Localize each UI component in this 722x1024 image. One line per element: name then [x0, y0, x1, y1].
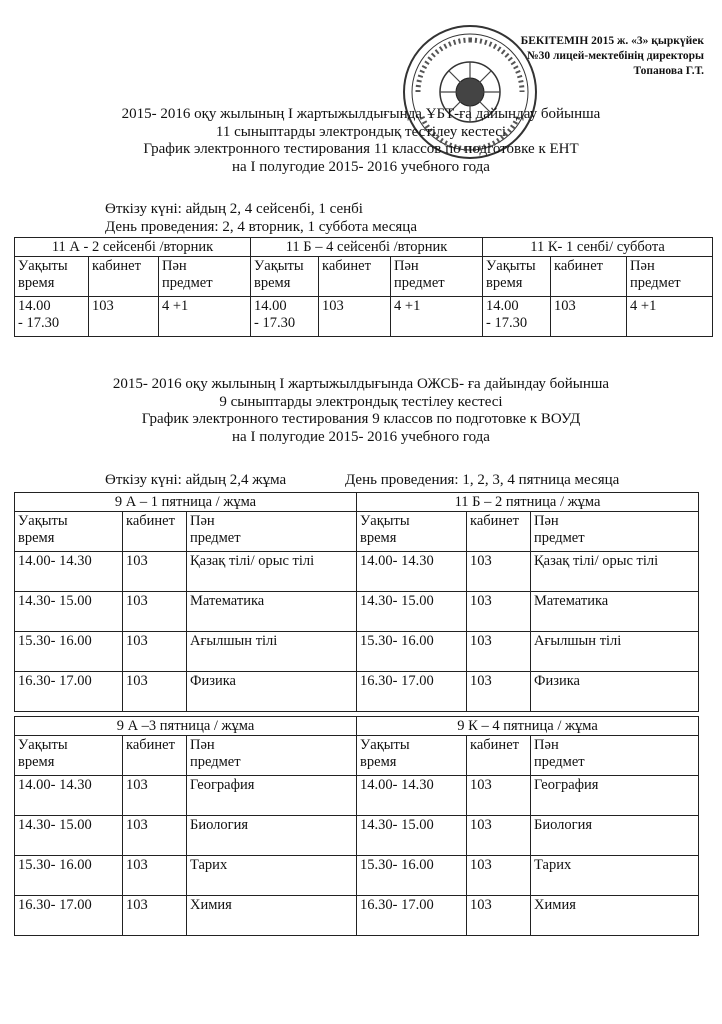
room-cell: 103: [123, 816, 187, 856]
time-cell: 16.30- 17.00: [357, 896, 467, 936]
table-row: [15, 856, 699, 896]
col-time-header: Уақыты время: [483, 257, 551, 297]
time-cell: 14.30- 15.00: [357, 592, 467, 632]
time-cell: 14.00 - 17.30: [251, 297, 319, 337]
section1-title-line: График электронного тестирования 11 классов по подготовке к ЕНТ: [143, 141, 579, 157]
section2-date-ru: День проведения: 1, 2, 3, 4 пятница месяца: [345, 472, 620, 488]
col-time-header: Уақыты время: [251, 257, 319, 297]
room-cell: 103: [551, 297, 627, 337]
col-time-header: Уақыты время: [357, 512, 467, 552]
col-room-header: кабинет: [319, 257, 391, 297]
room-cell: 103: [123, 672, 187, 712]
subject-cell: Биология: [187, 816, 357, 856]
subject-cell: 4 +1: [159, 297, 251, 337]
subject-cell: География: [531, 776, 699, 816]
time-cell: 14.00 - 17.30: [483, 297, 551, 337]
col-room-header: кабинет: [89, 257, 159, 297]
time-cell: 14.30- 15.00: [15, 592, 123, 632]
time-cell: 14.30- 15.00: [15, 816, 123, 856]
col-subject-header: Пән предмет: [627, 257, 713, 297]
group-header-11a: 11 А - 2 сейсенбі /вторник: [15, 238, 251, 257]
section1-date-ru: День проведения: 2, 4 вторник, 1 суббота месяца: [105, 219, 417, 235]
subject-cell: 4 +1: [391, 297, 483, 337]
room-cell: 103: [467, 856, 531, 896]
time-cell: 16.30- 17.00: [15, 896, 123, 936]
section1-title-line: 2015- 2016 оқу жылының І жартыжылдығында ҰБТ-ға дайындау бойынша: [121, 106, 601, 122]
section2-title-line: на І полугодие 2015- 2016 учебного года: [232, 428, 490, 445]
table-row: [15, 632, 699, 672]
time-cell: 14.00- 14.30: [357, 776, 467, 816]
time-cell: 15.30- 16.00: [15, 856, 123, 896]
col-subject-header: Пән предмет: [187, 512, 357, 552]
subject-cell: Тарих: [531, 856, 699, 896]
subject-cell: Физика: [187, 672, 357, 712]
col-time-header: Уақыты время: [15, 257, 89, 297]
col-subject-header: Пән предмет: [187, 736, 357, 776]
col-subject-header: Пән предмет: [391, 257, 483, 297]
section2-title-line: 2015- 2016 оқу жылының І жартыжылдығында ОЖСБ- ға дайындау бойынша: [112, 376, 610, 392]
room-cell: 103: [89, 297, 159, 337]
col-time-header: Уақыты время: [15, 512, 123, 552]
approval-line-3: Топанова Г.Т.: [633, 65, 704, 77]
subject-cell: Биология: [531, 816, 699, 856]
col-subject-header: Пән предмет: [159, 257, 251, 297]
table-row: [15, 776, 699, 816]
subject-cell: Қазақ тілі/ орыс тілі: [187, 552, 357, 592]
room-cell: 103: [467, 632, 531, 672]
table-row: [15, 592, 699, 632]
room-cell: 103: [123, 776, 187, 816]
room-cell: 103: [123, 552, 187, 592]
col-time-header: Уақыты время: [15, 736, 123, 776]
col-room-header: кабинет: [123, 736, 187, 776]
col-room-header: кабинет: [467, 736, 531, 776]
block2-right-header: 9 К – 4 пятница / жұма: [357, 717, 699, 736]
block1-left-header: 9 А – 1 пятница / жұма: [15, 493, 357, 512]
table-row: [15, 816, 699, 856]
col-room-header: кабинет: [551, 257, 627, 297]
time-cell: 14.00- 14.30: [15, 552, 123, 592]
time-cell: 14.00 - 17.30: [15, 297, 89, 337]
room-cell: 103: [123, 856, 187, 896]
time-cell: 15.30- 16.00: [357, 632, 467, 672]
approval-line-1: БЕКІТЕМІН 2015 ж. «3» қыркүйек: [520, 35, 704, 47]
subject-cell: 4 +1: [627, 297, 713, 337]
room-cell: 103: [123, 592, 187, 632]
section1-table: [14, 237, 713, 337]
room-cell: 103: [123, 896, 187, 936]
subject-cell: География: [187, 776, 357, 816]
time-cell: 14.00- 14.30: [357, 552, 467, 592]
col-subject-header: Пән предмет: [531, 736, 699, 776]
col-subject-header: Пән предмет: [531, 512, 699, 552]
table-row: [15, 896, 699, 936]
time-cell: 15.30- 16.00: [15, 632, 123, 672]
col-room-header: кабинет: [467, 512, 531, 552]
section2-title: [0, 376, 722, 446]
section1-title-line: на І полугодие 2015- 2016 учебного года: [232, 158, 490, 175]
room-cell: 103: [123, 632, 187, 672]
table-row: [15, 672, 699, 712]
subject-cell: Ағылшын тілі: [187, 632, 357, 672]
room-cell: 103: [467, 592, 531, 632]
approval-line-2: №30 лицей-мектебінің директоры: [527, 50, 704, 62]
block2-left-header: 9 А –3 пятница / жұма: [15, 717, 357, 736]
subject-cell: Математика: [187, 592, 357, 632]
subject-cell: Тарих: [187, 856, 357, 896]
section1-title-line: 11 сыныптарды электрондық тестілеу кестесі: [215, 123, 507, 140]
section2-title-line: График электронного тестирования 9 классов по подготовке к ВОУД: [141, 411, 581, 427]
room-cell: 103: [467, 896, 531, 936]
section1-title: [0, 106, 722, 176]
approval-block: [478, 34, 704, 79]
room-cell: 103: [319, 297, 391, 337]
time-cell: 16.30- 17.00: [357, 672, 467, 712]
section1-date-kz: Өткізу күні: айдың 2, 4 сейсенбі, 1 сенбі: [105, 201, 363, 217]
block1-right-header: 11 Б – 2 пятница / жұма: [357, 493, 699, 512]
subject-cell: Ағылшын тілі: [531, 632, 699, 672]
section2-title-line: 9 сыныптарды электрондық тестілеу кестесі: [219, 393, 503, 410]
subject-cell: Қазақ тілі/ орыс тілі: [531, 552, 699, 592]
table-row: [15, 552, 699, 592]
subject-cell: Химия: [531, 896, 699, 936]
subject-cell: Химия: [187, 896, 357, 936]
col-time-header: Уақыты время: [357, 736, 467, 776]
time-cell: 14.30- 15.00: [357, 816, 467, 856]
room-cell: 103: [467, 816, 531, 856]
time-cell: 15.30- 16.00: [357, 856, 467, 896]
section1-dates: [105, 200, 417, 236]
subject-cell: Физика: [531, 672, 699, 712]
subject-cell: Математика: [531, 592, 699, 632]
time-cell: 16.30- 17.00: [15, 672, 123, 712]
section2-block2-table: [14, 716, 699, 936]
section2-block1-table: [14, 492, 699, 712]
room-cell: 103: [467, 552, 531, 592]
group-header-11b: 11 Б – 4 сейсенбі /вторник: [251, 238, 483, 257]
room-cell: 103: [467, 776, 531, 816]
room-cell: 103: [467, 672, 531, 712]
section2-date-kz: Өткізу күні: айдың 2,4 жұма: [105, 472, 287, 488]
col-room-header: кабинет: [123, 512, 187, 552]
group-header-11k: 11 К- 1 сенбі/ суббота: [483, 238, 713, 257]
time-cell: 14.00- 14.30: [15, 776, 123, 816]
